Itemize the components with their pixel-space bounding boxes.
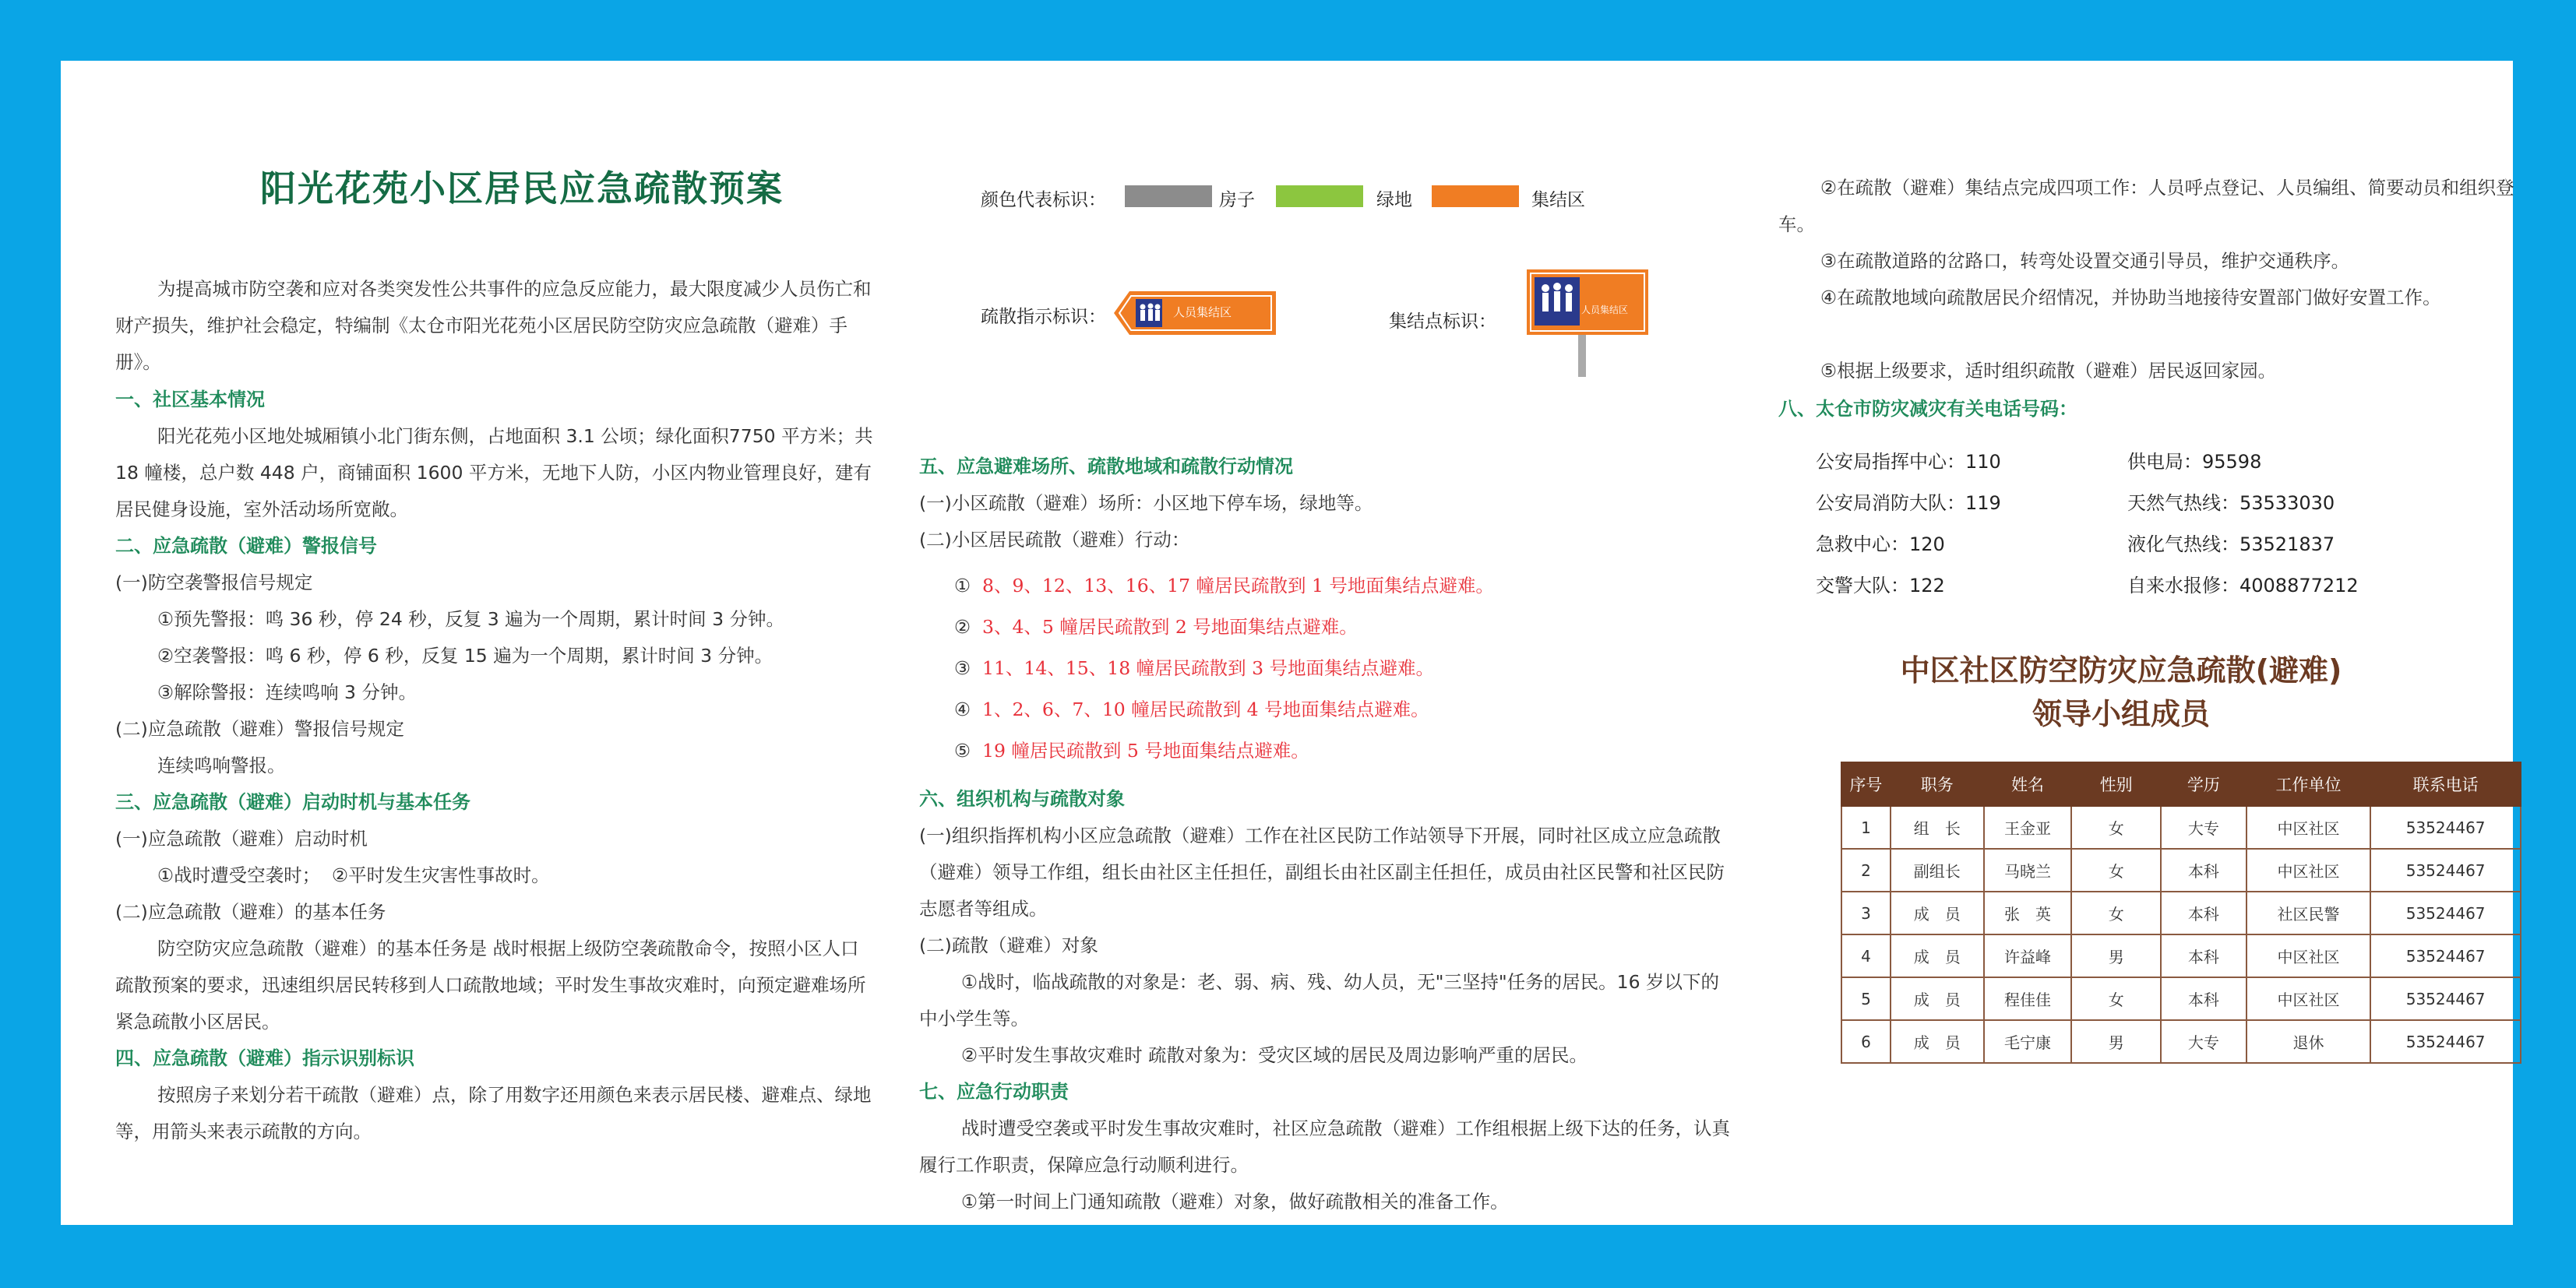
table-row: [1841, 892, 2521, 934]
intro-paragraph: 为提高城市防空袭和应对各类突发性公共事件的应急反应能力，最大限度减少人员伤亡和财产损失，维护社会稳定，特编制《太仓市阳光花苑小区居民防空防灾应急疏散（避难）手册》。: [115, 278, 872, 373]
route-5: ⑤ 19 幢居民疏散到 5 号地面集结点避难。: [954, 740, 1309, 762]
duty-item-4: ④在疏散地域向疏散居民介绍情况，并协助当地接待安置部门做好安置工作。: [1820, 287, 2441, 308]
table-cell: 张 英: [1984, 892, 2072, 934]
table-cell: 6: [1841, 1020, 1891, 1063]
section-2-item3: ③解除警报：连续鸣响 3 分钟。: [157, 681, 417, 703]
section-2-sub2: (二)应急疏散（避难）警报信号规定: [115, 718, 404, 740]
section-1-heading: 一、社区基本情况: [115, 389, 265, 410]
table-cell: 3: [1841, 892, 1891, 934]
table-header-cell: 学历: [2161, 762, 2247, 806]
duty-item-5: ⑤根据上级要求，适时组织疏散（避难）居民返回家园。: [1820, 360, 2277, 382]
section-6-sub2: (二)疏散（避难）对象: [919, 934, 1098, 956]
table-cell: 程佳佳: [1984, 977, 2072, 1020]
page-title: 阳光花苑小区居民应急疏散预案: [260, 167, 784, 209]
table-cell: 中区社区: [2247, 806, 2371, 849]
assembly-sign-label: 集结点标识：: [1389, 311, 1496, 332]
section-4-heading: 四、应急疏散（避难）指示识别标识: [115, 1047, 414, 1069]
table-cell: 53524467: [2370, 1020, 2521, 1063]
table-cell: 1: [1841, 806, 1891, 849]
table-cell: 男: [2071, 1020, 2161, 1063]
table-cell: 副组长: [1891, 849, 1984, 892]
group-title-line2: 领导小组成员: [2032, 697, 2210, 731]
table-cell: 毛宁康: [1984, 1020, 2072, 1063]
leaders-table: [1841, 762, 2521, 1064]
phone-ambulance: 急救中心：120: [1816, 533, 1945, 555]
table-cell: 王金亚: [1984, 806, 2072, 849]
table-cell: 53524467: [2370, 977, 2521, 1020]
table-cell: 成 员: [1891, 1020, 1984, 1063]
phone-police-command: 公安局指挥中心：110: [1816, 451, 2001, 473]
section-6-p1: (一)组织指挥机构小区应急疏散（避难）工作在社区民防工作站领导下开展，同时社区成立应急疏散（避难）领导工作组，组长由社区主任担任，副组长由社区副主任担任，成员由社区民警和社区民防志愿者等组成。: [919, 825, 1725, 920]
table-cell: 男: [2071, 934, 2161, 977]
section-2-item2: ②空袭警报：鸣 6 秒，停 6 秒，反复 15 遍为一个周期，累计时间 3 分钟。: [157, 645, 774, 667]
phone-natural-gas: 天然气热线：53533030: [2127, 492, 2335, 514]
table-row: [1841, 849, 2521, 892]
table-cell: 5: [1841, 977, 1891, 1020]
section-6-item1: ①战时，临战疏散的对象是：老、弱、病、残、幼人员，无"三坚持"任务的居民。16 岁以下的中小学生等。: [919, 971, 1720, 1029]
legend-label: 颜色代表标识：: [981, 190, 1106, 210]
route-4: ④ 1、2、6、7、10 幢居民疏散到 4 号地面集结点避难。: [954, 699, 1429, 720]
table-cell: 中区社区: [2247, 934, 2371, 977]
table-header-cell: 姓名: [1984, 762, 2072, 806]
table-cell: 马晓兰: [1984, 849, 2072, 892]
table-cell: 社区民警: [2247, 892, 2371, 934]
phone-power: 供电局：95598: [2127, 451, 2262, 473]
table-cell: 大专: [2161, 1020, 2247, 1063]
section-6-heading: 六、组织机构与疏散对象: [919, 788, 1125, 810]
table-row: [1841, 806, 2521, 849]
table-cell: 53524467: [2370, 806, 2521, 849]
section-3-item1: ①战时遭受空袭时； ②平时发生灾害性事故时。: [157, 864, 550, 886]
table-cell: 本科: [2161, 934, 2247, 977]
section-3-body: 防空防灾应急疏散（避难）的基本任务是 战时根据上级防空袭疏散命令，按照小区人口疏散预案的要求，迅速组织居民转移到人口疏散地域；平时发生事故灾难时，向预定避难场所紧急疏散小区居民。: [115, 938, 866, 1033]
table-cell: 成 员: [1891, 892, 1984, 934]
table-cell: 退休: [2247, 1020, 2371, 1063]
table-cell: 2: [1841, 849, 1891, 892]
duty-item-2: ②在疏散（避难）集结点完成四项工作：人员呼点登记、人员编组、简要动员和组织登车。: [1778, 177, 2514, 235]
table-row: [1841, 1020, 2521, 1063]
legend-green: 绿地: [1376, 190, 1412, 210]
route-1: ① 8、9、12、13、16、17 幢居民疏散到 1 号地面集结点避难。: [954, 575, 1494, 596]
section-5-sub2: (二)小区居民疏散（避难）行动：: [919, 529, 1190, 551]
table-header-cell: 职务: [1891, 762, 1984, 806]
table-header-row: [1841, 762, 2521, 806]
table-cell: 女: [2071, 892, 2161, 934]
legend-house: 房子: [1219, 190, 1255, 210]
table-cell: 组 长: [1891, 806, 1984, 849]
brochure-page: [61, 61, 2513, 1225]
table-cell: 成 员: [1891, 934, 1984, 977]
table-cell: 53524467: [2370, 934, 2521, 977]
table-cell: 女: [2071, 806, 2161, 849]
section-7-heading: 七、应急行动职责: [919, 1081, 1069, 1103]
table-cell: 本科: [2161, 977, 2247, 1020]
assembly-point-sign-icon: [1525, 268, 1650, 377]
table-cell: 53524467: [2370, 849, 2521, 892]
assembly-sign-text: 人员集结区: [1581, 304, 1629, 315]
section-3-sub1: (一)应急疏散（避难）启动时机: [115, 828, 368, 850]
legend-swatch-assembly: [1432, 185, 1519, 207]
phone-traffic-police: 交警大队：122: [1816, 575, 1945, 596]
table-cell: 女: [2071, 977, 2161, 1020]
table-cell: 中区社区: [2247, 849, 2371, 892]
section-2-heading: 二、应急疏散（避难）警报信号: [115, 535, 377, 557]
section-6-item2: ②平时发生事故灾难时 疏散对象为：受灾区域的居民及周边影响严重的居民。: [961, 1044, 1588, 1066]
group-title-line1: 中区社区防空防灾应急疏散(避难): [1900, 653, 2342, 688]
table-row: [1841, 934, 2521, 977]
table-cell: 本科: [2161, 849, 2247, 892]
table-header-cell: 工作单位: [2247, 762, 2371, 806]
section-2-sub1: (一)防空袭警报信号规定: [115, 572, 313, 593]
route-2: ② 3、4、5 幢居民疏散到 2 号地面集结点避难。: [954, 616, 1358, 638]
section-4-body: 按照房子来划分若干疏散（避难）点，除了用数字还用颜色来表示居民楼、避难点、绿地等，用箭头来表示疏散的方向。: [115, 1084, 872, 1142]
phone-fire: 公安局消防大队：119: [1816, 492, 2001, 514]
table-cell: 4: [1841, 934, 1891, 977]
phone-lpg: 液化气热线：53521837: [2127, 533, 2335, 555]
section-2-item1: ①预先警报：鸣 36 秒，停 24 秒，反复 3 遍为一个周期，累计时间 3 分钟。: [157, 608, 785, 630]
table-cell: 本科: [2161, 892, 2247, 934]
table-header-cell: 联系电话: [2370, 762, 2521, 806]
table-header-cell: 序号: [1841, 762, 1891, 806]
legend-swatch-house: [1125, 185, 1212, 207]
section-2-b1: 连续鸣响警报。: [157, 755, 286, 776]
section-7-item1: ①第一时间上门通知疏散（避难）对象，做好疏散相关的准备工作。: [961, 1191, 1509, 1212]
evac-sign-label: 疏散指示标识：: [981, 307, 1106, 327]
section-7-p1: 战时遭受空袭或平时发生事故灾难时，社区应急疏散（避难）工作组根据上级下达的任务，认真履行工作职责，保障应急行动顺利进行。: [919, 1117, 1730, 1176]
section-3-heading: 三、应急疏散（避难）启动时机与基本任务: [115, 791, 470, 813]
table-row: [1841, 977, 2521, 1020]
section-1-body: 阳光花苑小区地处城厢镇小北门街东侧，占地面积 3.1 公顷；绿化面积7750 平方米；共 18 幢楼，总户数 448 户，商铺面积 1600 平方米，无地下人防，小区内物业管理良好，建有居民健身设施，室外活动场所宽敞。: [115, 425, 873, 520]
table-cell: 中区社区: [2247, 977, 2371, 1020]
table-cell: 大专: [2161, 806, 2247, 849]
legend-assembly: 集结区: [1531, 190, 1585, 210]
legend-swatch-green: [1276, 185, 1363, 207]
duty-item-3: ③在疏散道路的岔路口，转弯处设置交通引导员，维护交通秩序。: [1820, 250, 2350, 272]
section-5-sub1: (一)小区疏散（避难）场所：小区地下停车场，绿地等。: [919, 492, 1373, 514]
table-cell: 许益峰: [1984, 934, 2072, 977]
table-cell: 女: [2071, 849, 2161, 892]
table-cell: 成 员: [1891, 977, 1984, 1020]
section-8-heading: 八、太仓市防灾减灾有关电话号码：: [1778, 398, 2077, 420]
evac-sign-text: 人员集结区: [1173, 305, 1232, 319]
route-3: ③ 11、14、15、18 幢居民疏散到 3 号地面集结点避难。: [954, 657, 1435, 679]
section-5-heading: 五、应急避难场所、疏散地域和疏散行动情况: [919, 456, 1293, 477]
table-header-cell: 性别: [2071, 762, 2161, 806]
table-cell: 53524467: [2370, 892, 2521, 934]
phone-water: 自来水报修：4008877212: [2127, 575, 2359, 596]
section-3-sub2: (二)应急疏散（避难）的基本任务: [115, 901, 386, 923]
